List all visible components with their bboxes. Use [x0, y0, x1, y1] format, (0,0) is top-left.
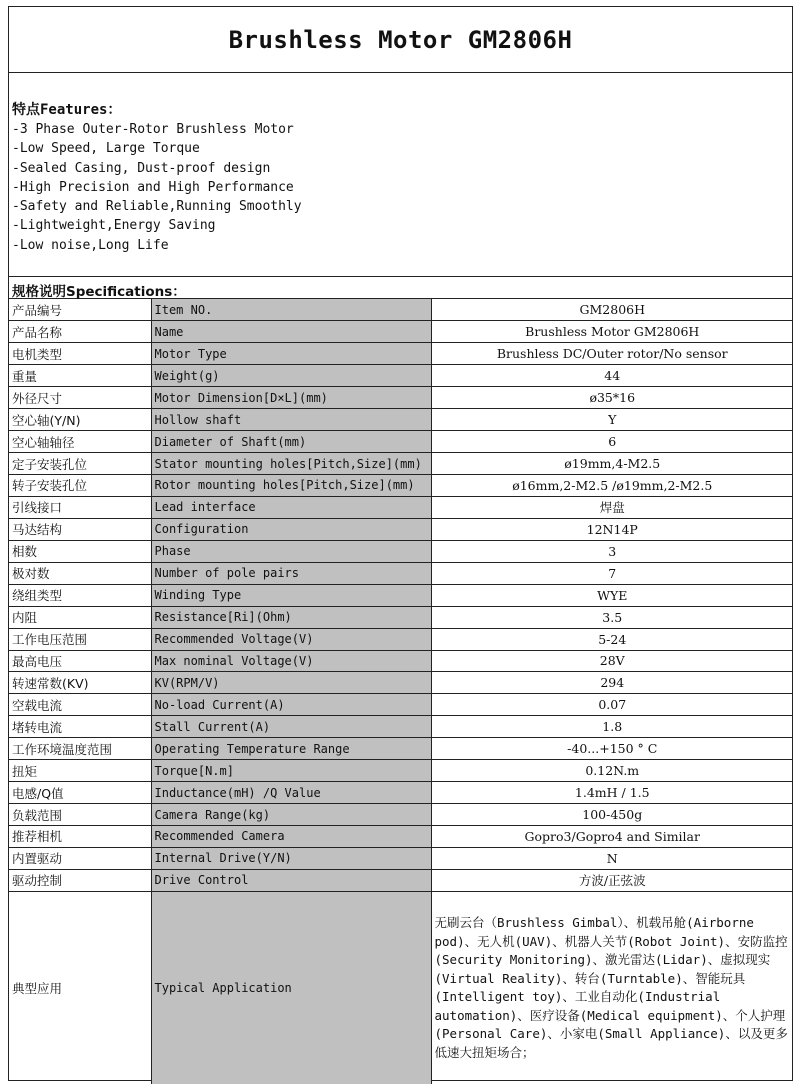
- spec-name-en: Winding Type: [151, 584, 431, 606]
- spec-name-cn: 定子安装孔位: [9, 453, 151, 475]
- spec-value: 294: [431, 672, 793, 694]
- spec-name-en: Name: [151, 321, 431, 343]
- spec-name-en: Drive Control: [151, 869, 431, 891]
- spec-value: -40...+150 ° C: [431, 738, 793, 760]
- spec-value: 100-450g: [431, 804, 793, 826]
- table-row: [9, 869, 793, 891]
- table-row: [9, 299, 793, 321]
- table-row: [9, 650, 793, 672]
- table-row: [9, 343, 793, 365]
- spec-value: Gopro3/Gopro4 and Similar: [431, 826, 793, 848]
- table-row: [9, 760, 793, 782]
- spec-name-en: Rotor mounting holes[Pitch,Size](mm): [151, 475, 431, 497]
- spec-name-cn: 转子安装孔位: [9, 475, 151, 497]
- table-row: [9, 804, 793, 826]
- spec-name-cn: 电感/Q值: [9, 782, 151, 804]
- feature-item: -3 Phase Outer-Rotor Brushless Motor: [12, 122, 294, 137]
- specifications-table: [9, 299, 793, 1084]
- table-row: [9, 694, 793, 716]
- spec-name-cn: 驱动控制: [9, 869, 151, 891]
- features-heading: 特点Features：: [12, 102, 122, 118]
- spec-value: 5-24: [431, 628, 793, 650]
- spec-value: 28V: [431, 650, 793, 672]
- spec-name-en: Motor Type: [151, 343, 431, 365]
- spec-name-cn: 推荐相机: [9, 826, 151, 848]
- spec-name-en: Torque[N.m]: [151, 760, 431, 782]
- spec-value: 6: [431, 431, 793, 453]
- spec-name-en: Weight(g): [151, 365, 431, 387]
- spec-value: 1.8: [431, 716, 793, 738]
- table-row: [9, 628, 793, 650]
- title-box: [9, 7, 792, 73]
- page-title: Brushless Motor GM2806H: [228, 25, 573, 54]
- table-row: [9, 540, 793, 562]
- table-row: [9, 672, 793, 694]
- table-row: [9, 453, 793, 475]
- feature-item: -Lightweight,Energy Saving: [12, 218, 216, 234]
- table-row-application: [9, 891, 793, 1084]
- spec-value: ø19mm,4-M2.5: [431, 453, 793, 475]
- spec-value: 12N14P: [431, 518, 793, 540]
- spec-name-en: No-load Current(A): [151, 694, 431, 716]
- spec-value: ø16mm,2-M2.5 /ø19mm,2-M2.5: [431, 475, 793, 497]
- spec-name-en: Resistance[Ri](Ohm): [151, 606, 431, 628]
- spec-name-en: KV(RPM/V): [151, 672, 431, 694]
- spec-value: 3: [431, 540, 793, 562]
- spec-value: WYE: [431, 584, 793, 606]
- spec-value: 0.12N.m: [431, 760, 793, 782]
- spec-name-en: Configuration: [151, 518, 431, 540]
- spec-name-en: Motor Dimension[D×L](mm): [151, 387, 431, 409]
- table-row: [9, 409, 793, 431]
- spec-name-cn: 引线接口: [9, 496, 151, 518]
- spec-value: 44: [431, 365, 793, 387]
- spec-sheet: [8, 6, 793, 1081]
- table-row: [9, 847, 793, 869]
- spec-value: ø35*16: [431, 387, 793, 409]
- table-row: [9, 365, 793, 387]
- table-row: [9, 562, 793, 584]
- spec-name-en: Max nominal Voltage(V): [151, 650, 431, 672]
- spec-value: 方波/正弦波: [431, 869, 793, 891]
- spec-value: 1.4mH / 1.5: [431, 782, 793, 804]
- spec-value: 3.5: [431, 606, 793, 628]
- spec-name-en: Operating Temperature Range: [151, 738, 431, 760]
- spec-name-cn: 最高电压: [9, 650, 151, 672]
- spec-name-en: Number of pole pairs: [151, 562, 431, 584]
- features-section: [9, 73, 792, 277]
- feature-item: -Safety and Reliable,Running Smoothly: [12, 199, 302, 215]
- spec-value: GM2806H: [431, 299, 793, 321]
- table-row: [9, 606, 793, 628]
- table-row: [9, 738, 793, 760]
- spec-name-cn: 扭矩: [9, 760, 151, 782]
- spec-name-cn: 典型应用: [9, 891, 151, 1084]
- spec-name-cn: 工作环境温度范围: [9, 738, 151, 760]
- spec-name-en: Stall Current(A): [151, 716, 431, 738]
- spec-name-en: Stator mounting holes[Pitch,Size](mm): [151, 453, 431, 475]
- feature-item: -Sealed Casing, Dust-proof design: [12, 160, 271, 176]
- spec-value: Brushless Motor GM2806H: [431, 321, 793, 343]
- feature-item: -Low noise,Long Life: [12, 237, 169, 253]
- spec-name-en: Phase: [151, 540, 431, 562]
- table-row: [9, 782, 793, 804]
- spec-value: Brushless DC/Outer rotor/No sensor: [431, 343, 793, 365]
- spec-name-cn: 空心轴轴径: [9, 431, 151, 453]
- table-row: [9, 584, 793, 606]
- spec-name-cn: 负载范围: [9, 804, 151, 826]
- spec-name-en: Diameter of Shaft(mm): [151, 431, 431, 453]
- table-row: [9, 387, 793, 409]
- spec-name-en: Hollow shaft: [151, 409, 431, 431]
- spec-name-en: Typical Application: [151, 891, 431, 1084]
- spec-name-cn: 内置驱动: [9, 847, 151, 869]
- spec-name-en: Item NO.: [151, 299, 431, 321]
- spec-name-cn: 马达结构: [9, 518, 151, 540]
- table-row: [9, 475, 793, 497]
- spec-value: N: [431, 847, 793, 869]
- spec-name-cn: 绕组类型: [9, 584, 151, 606]
- spec-name-en: Inductance(mH) /Q Value: [151, 782, 431, 804]
- spec-value: 焊盘: [431, 496, 793, 518]
- table-row: [9, 826, 793, 848]
- table-row: [9, 431, 793, 453]
- table-row: [9, 321, 793, 343]
- spec-name-en: Lead interface: [151, 496, 431, 518]
- spec-name-cn: 电机类型: [9, 343, 151, 365]
- spec-name-en: Recommended Camera: [151, 826, 431, 848]
- spec-name-cn: 工作电压范围: [9, 628, 151, 650]
- spec-name-cn: 外径尺寸: [9, 387, 151, 409]
- spec-value: 7: [431, 562, 793, 584]
- spec-name-en: Internal Drive(Y/N): [151, 847, 431, 869]
- spec-name-cn: 堵转电流: [9, 716, 151, 738]
- spec-value: 0.07: [431, 694, 793, 716]
- spec-name-cn: 转速常数(KV): [9, 672, 151, 694]
- spec-name-cn: 产品编号: [9, 299, 151, 321]
- spec-name-en: Recommended Voltage(V): [151, 628, 431, 650]
- spec-name-cn: 相数: [9, 540, 151, 562]
- spec-name-cn: 空载电流: [9, 694, 151, 716]
- spec-name-cn: 产品名称: [9, 321, 151, 343]
- table-row: [9, 716, 793, 738]
- spec-name-cn: 重量: [9, 365, 151, 387]
- spec-value: Y: [431, 409, 793, 431]
- specifications-heading: 规格说明Specifications：: [9, 277, 792, 299]
- spec-name-en: Camera Range(kg): [151, 804, 431, 826]
- feature-item: -Low Speed, Large Torque: [12, 141, 200, 157]
- spec-name-cn: 空心轴(Y/N): [9, 409, 151, 431]
- application-description: 无刷云台（Brushless Gimbal）、机载吊舱(Airborne pod)、无人机(UAV)、机器人关节(Robot Joint)、安防监控(Security Monitoring)、激光雷达(Lidar)、虚拟现实(Virtual Reality)、转台(Turntable)、智能玩具(Intelligent toy)、工业自动化(Industrial automation)、医疗设备(Medical equipment)、个人护理(Personal Care)、小家电(Small Appliance)、以及更多低速大扭矩场合；: [431, 891, 793, 1084]
- spec-name-cn: 极对数: [9, 562, 151, 584]
- feature-item: -High Precision and High Performance: [12, 179, 294, 195]
- spec-name-cn: 内阻: [9, 606, 151, 628]
- table-row: [9, 496, 793, 518]
- table-row: [9, 518, 793, 540]
